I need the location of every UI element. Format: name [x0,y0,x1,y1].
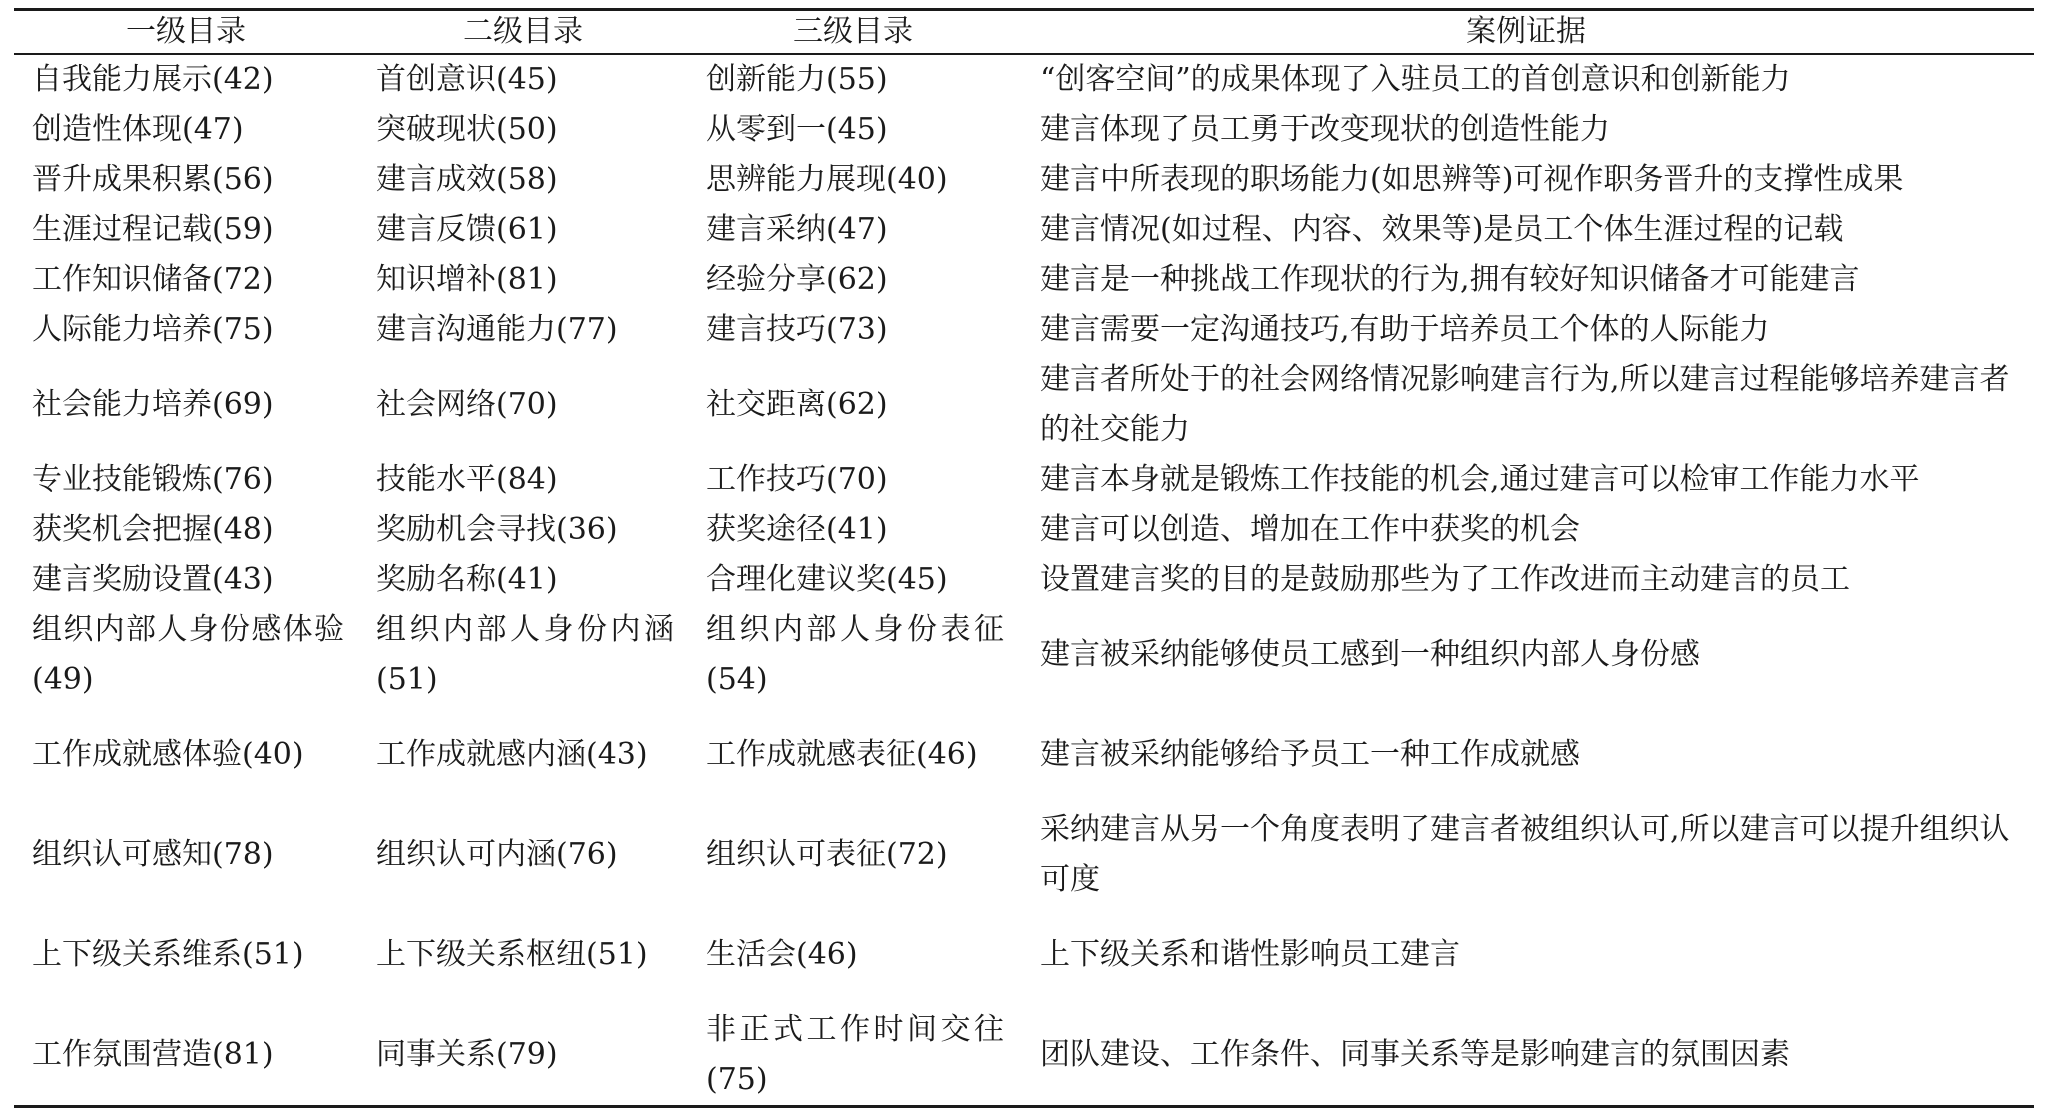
cell-evidence: 建言中所表现的职场能力(如思辨等)可视作职务晋升的支撑性成果 [1040,162,1904,197]
table-row [14,555,2034,605]
category-table [14,8,2034,1108]
table-row [14,205,2034,255]
cell-level1: 晋升成果积累(56) [32,162,274,197]
cell-level1: 上下级关系维系(51) [32,937,304,972]
cell-evidence: 建言是一种挑战工作现状的行为,拥有较好知识储备才可能建言 [1040,262,1860,297]
cell-level3: 经验分享(62) [706,262,888,297]
cell-level1: 组织认可感知(78) [32,837,274,872]
cell-level2: 工作成就感内涵(43) [376,737,648,772]
cell-level3: 获奖途径(41) [706,512,888,547]
cell-level1: 专业技能锻炼(76) [32,462,274,497]
cell-level3: 非正式工作时间交往(75) [706,1012,1004,1097]
header-level1: 一级目录 [126,14,246,49]
cell-level1: 社会能力培养(69) [32,387,274,422]
cell-level2: 技能水平(84) [376,462,558,497]
table-row [14,805,2034,905]
cell-level2: 社会网络(70) [376,387,558,422]
cell-level2: 建言沟通能力(77) [376,312,618,347]
header-level3: 三级目录 [793,14,913,49]
cell-evidence: 建言可以创造、增加在工作中获奖的机会 [1040,512,1580,547]
table-row [14,155,2034,205]
cell-evidence: 建言需要一定沟通技巧,有助于培养员工个体的人际能力 [1040,312,1770,347]
cell-level1: 工作成就感体验(40) [32,737,304,772]
cell-evidence: 建言体现了员工勇于改变现状的创造性能力 [1040,112,1610,147]
table-row [14,705,2034,805]
table-row [14,605,2034,705]
cell-level2: 组织内部人身份内涵(51) [376,612,674,697]
cell-level2: 奖励机会寻找(36) [376,512,618,547]
cell-level2: 同事关系(79) [376,1037,558,1072]
category-table-container [14,8,2034,1108]
cell-evidence: 建言情况(如过程、内容、效果等)是员工个体生涯过程的记载 [1040,212,1844,247]
cell-level3: 从零到一(45) [706,112,888,147]
cell-level2: 上下级关系枢纽(51) [376,937,648,972]
cell-level3: 工作技巧(70) [706,462,888,497]
table-row [14,305,2034,355]
table-row [14,255,2034,305]
cell-evidence: 团队建设、工作条件、同事关系等是影响建言的氛围因素 [1040,1037,1790,1072]
table-row [14,905,2034,1005]
cell-level2: 组织认可内涵(76) [376,837,618,872]
cell-level1: 创造性体现(47) [32,112,244,147]
cell-evidence: 建言者所处于的社会网络情况影响建言行为,所以建言过程能够培养建言者的社交能力 [1040,362,2010,447]
cell-level2: 建言反馈(61) [376,212,558,247]
cell-evidence: 建言被采纳能够给予员工一种工作成就感 [1040,737,1580,772]
cell-evidence: 建言本身就是锻炼工作技能的机会,通过建言可以检审工作能力水平 [1040,462,1920,497]
cell-level3: 社交距离(62) [706,387,888,422]
table-row [14,54,2034,105]
table-header-row [14,10,2034,55]
cell-evidence: 建言被采纳能够使员工感到一种组织内部人身份感 [1040,637,1700,672]
cell-evidence: “创客空间”的成果体现了入驻员工的首创意识和创新能力 [1040,62,1791,97]
cell-level3: 生活会(46) [706,937,858,972]
cell-level3: 思辨能力展现(40) [706,162,948,197]
table-row [14,505,2034,555]
table-row [14,455,2034,505]
cell-level1: 人际能力培养(75) [32,312,274,347]
cell-level3: 建言采纳(47) [706,212,888,247]
cell-level1: 获奖机会把握(48) [32,512,274,547]
cell-level1: 工作知识储备(72) [32,262,274,297]
cell-level1: 生涯过程记载(59) [32,212,274,247]
cell-level2: 奖励名称(41) [376,562,558,597]
cell-evidence: 设置建言奖的目的是鼓励那些为了工作改进而主动建言的员工 [1040,562,1850,597]
cell-level3: 创新能力(55) [706,62,888,97]
table-row [14,1005,2034,1107]
cell-level1: 组织内部人身份感体验(49) [32,612,344,697]
cell-level3: 合理化建议奖(45) [706,562,948,597]
cell-level2: 知识增补(81) [376,262,558,297]
cell-level3: 建言技巧(73) [706,312,888,347]
cell-level1: 自我能力展示(42) [32,62,274,97]
header-evidence: 案例证据 [1466,14,1586,49]
cell-level2: 建言成效(58) [376,162,558,197]
cell-level3: 组织内部人身份表征(54) [706,612,1004,697]
cell-level3: 组织认可表征(72) [706,837,948,872]
cell-level2: 首创意识(45) [376,62,558,97]
table-row [14,105,2034,155]
cell-evidence: 采纳建言从另一个角度表明了建言者被组织认可,所以建言可以提升组织认可度 [1040,812,2010,897]
cell-evidence: 上下级关系和谐性影响员工建言 [1040,937,1460,972]
header-level2: 二级目录 [463,14,583,49]
cell-level2: 突破现状(50) [376,112,558,147]
table-row [14,355,2034,455]
cell-level1: 建言奖励设置(43) [32,562,274,597]
cell-level3: 工作成就感表征(46) [706,737,978,772]
cell-level1: 工作氛围营造(81) [32,1037,274,1072]
